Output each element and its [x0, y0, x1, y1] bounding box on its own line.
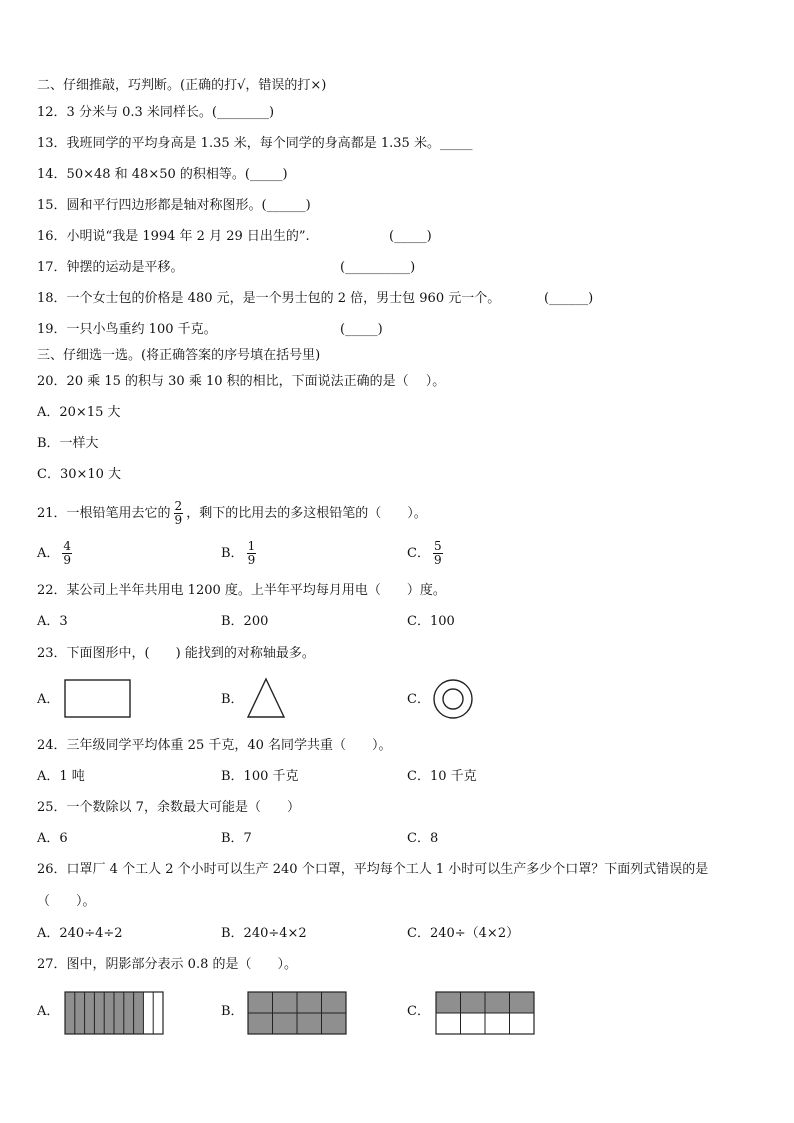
question-22-option-a: A．3 [37, 614, 68, 629]
question-19: 19．一只小鸟重约 100 千克。 [37, 322, 217, 337]
question-21-option-b [221, 540, 259, 567]
question-22-stem: 22．某公司上半年共用电 1200 度。上半年平均每月用电（ ）度。 [37, 583, 446, 598]
question-21-option-c [407, 540, 446, 567]
inner-circle [443, 689, 463, 709]
question-15: 15．圆和平行四边形都是轴对称图形。(______) [37, 198, 311, 213]
triangle-outline [248, 679, 284, 717]
question-21-stem [37, 500, 427, 527]
question-17-blank: (__________) [340, 260, 416, 275]
rectangle-shape [64, 679, 132, 719]
section-3-heading: 三、仔细选一选。(将正确答案的序号填在括号里) [37, 348, 321, 363]
option-label: B． [221, 546, 244, 561]
fraction-numerator: 1 [247, 539, 256, 553]
question-20-stem: 20．20 乘 15 的积与 30 乘 10 积的相比，下面说法正确的是（ ）。 [37, 374, 446, 389]
fraction-numerator: 2 [174, 499, 183, 513]
question-20-option-c: C．30×10 大 [37, 467, 122, 482]
question-21-stem-pre: 21．一根铅笔用去它的 [37, 506, 171, 521]
question-25-option-a: A．6 [37, 831, 68, 846]
question-26-stem-continued: （ ）。 [37, 894, 96, 909]
outer-circle [434, 680, 472, 718]
question-25-stem: 25．一个数除以 7，余数最大可能是（ ） [37, 800, 300, 815]
question-23-option-b: B． [221, 692, 244, 707]
question-24-option-a: A．1 吨 [37, 769, 85, 784]
question-12: 12．3 分米与 0.3 米同样长。(________) [37, 105, 275, 120]
grid-figure-c [435, 991, 535, 1035]
question-20-option-a: A．20×15 大 [37, 405, 121, 420]
question-26-option-c: C．240÷（4×2） [407, 926, 520, 941]
fraction-denominator: 9 [63, 553, 72, 567]
question-27-option-c: C． [407, 1004, 430, 1019]
question-27-stem: 27．图中，阴影部分表示 0.8 的是（ ）。 [37, 957, 297, 972]
question-23-option-a: A． [37, 692, 60, 707]
question-17: 17．钟摆的运动是平移。 [37, 260, 184, 275]
fraction-numerator: 4 [63, 539, 72, 553]
grid-figure-a [64, 991, 164, 1035]
option-label: C． [407, 546, 430, 561]
question-16-blank: (_____) [389, 229, 432, 244]
option-label: A． [37, 546, 60, 561]
question-27-option-b: B． [221, 1004, 244, 1019]
question-27-option-a: A． [37, 1004, 60, 1019]
question-19-blank: (_____) [340, 322, 383, 337]
question-21-option-a [37, 540, 75, 567]
question-26-stem: 26．口罩厂 4 个工人 2 个小时可以生产 240 个口罩，平均每个工人 1 小时可以生产多少个口罩？下面列式错误的是 [37, 862, 709, 877]
question-13: 13．我班同学的平均身高是 1.35 米，每个同学的身高都是 1.35 米。_____ [37, 136, 473, 151]
fraction-denominator: 9 [433, 553, 442, 567]
fraction-2-9 [174, 500, 184, 527]
question-14: 14．50×48 和 48×50 的积相等。(_____) [37, 167, 288, 182]
question-22-option-c: C．100 [407, 614, 455, 629]
question-21-stem-post: ，剩下的比用去的多这根铅笔的（ ）。 [186, 506, 427, 521]
grid-figure-b [247, 991, 347, 1035]
question-23-option-c: C． [407, 692, 430, 707]
question-24-stem: 24．三年级同学平均体重 25 千克，40 名同学共重（ ）。 [37, 738, 392, 753]
section-2-heading: 二、仔细推敲，巧判断。(正确的打√，错误的打×) [37, 78, 327, 93]
fraction-1-9 [247, 540, 257, 567]
question-24-option-b: B．100 千克 [221, 769, 299, 784]
question-25-option-c: C．8 [407, 831, 439, 846]
question-23-stem: 23．下面图形中，( ) 能找到的对称轴最多。 [37, 646, 315, 661]
fraction-5-9 [433, 540, 443, 567]
question-20-option-b: B．一样大 [37, 436, 99, 451]
question-22-option-b: B．200 [221, 614, 269, 629]
question-16: 16．小明说“我是 1994 年 2 月 29 日出生的”. [37, 229, 310, 244]
triangle-shape [247, 677, 287, 719]
question-25-option-b: B．7 [221, 831, 252, 846]
question-18-blank: (______) [544, 291, 594, 306]
fraction-denominator: 9 [174, 513, 183, 527]
question-24-option-c: C．10 千克 [407, 769, 477, 784]
fraction-denominator: 9 [247, 553, 256, 567]
question-26-option-b: B．240÷4×2 [221, 926, 307, 941]
fraction-4-9 [62, 540, 72, 567]
rectangle-outline [65, 680, 130, 717]
concentric-circles-shape [433, 679, 475, 721]
question-18: 18．一个女士包的价格是 480 元，是一个男士包的 2 倍，男士包 960 元一个。 [37, 291, 501, 306]
question-26-option-a: A．240÷4÷2 [37, 926, 123, 941]
fraction-numerator: 5 [433, 539, 442, 553]
